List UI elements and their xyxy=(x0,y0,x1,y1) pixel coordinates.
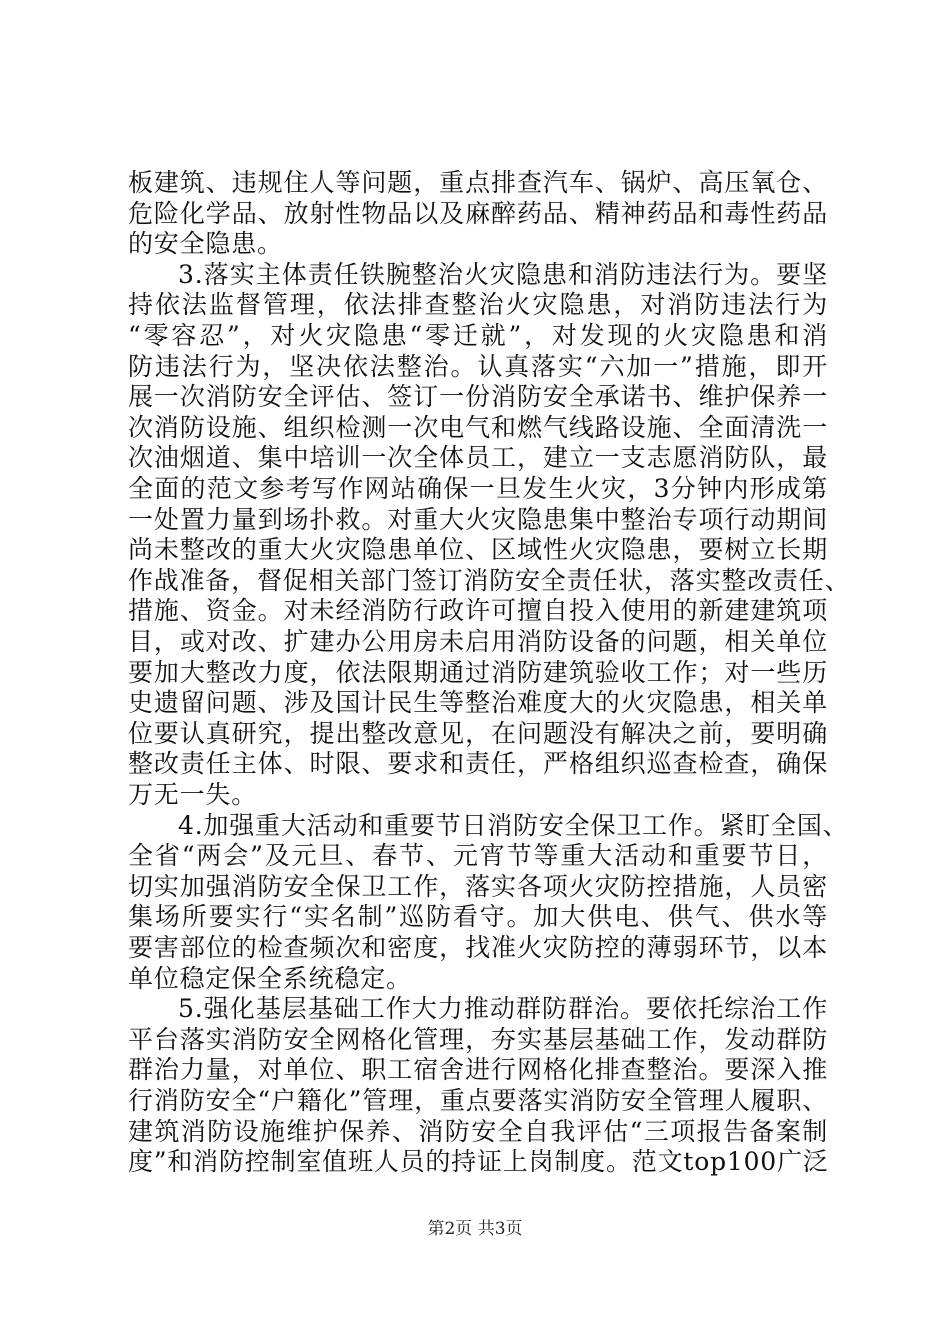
text-line: 板建筑、违规住人等问题，重点排查汽车、锅炉、高压氧仓、 xyxy=(128,168,828,197)
text-line: 一处置力量到场扑救。对重大火灾隐患集中整治专项行动期间 xyxy=(128,504,828,534)
text-line: 建筑消防设施维护保养、消防安全自我评估“三项报告备案制 xyxy=(128,1116,828,1146)
text-line: 整改责任主体、时限、要求和责任，严格组织巡查检查，确保 xyxy=(128,749,828,779)
text-line: 要加大整改力度，依法限期通过消防建筑验收工作；对一些历 xyxy=(128,657,828,687)
text-line: 措施、资金。对未经消防行政许可擅自投入使用的新建建筑项 xyxy=(128,596,828,626)
text-line: 作战准备，督促相关部门签订消防安全责任状，落实整改责任、 xyxy=(128,565,851,595)
text-line: 次消防设施、组织检测一次电气和燃气线路设施、全面清洗一 xyxy=(128,412,828,442)
text-line: 平台落实消防安全网格化管理，夯实基层基础工作，发动群防 xyxy=(128,1024,828,1054)
text-line: 史遗留问题、涉及国计民生等整治难度大的火灾隐患，相关单 xyxy=(128,688,828,718)
text-line: 集场所要实行“实名制”巡防看守。加大供电、供气、供水等 xyxy=(128,902,828,932)
text-line: 全面的范文参考写作网站确保一旦发生火灾，3分钟内形成第 xyxy=(128,474,828,503)
text-line: 尚未整改的重大火灾隐患单位、区域性火灾隐患，要树立长期 xyxy=(128,535,828,565)
text-line: 要害部位的检查频次和密度，找准火灾防控的薄弱环节，以本 xyxy=(128,933,828,962)
page-number-footer: 第2页 共3页 xyxy=(427,1219,523,1239)
text-line: 的安全隐患。 xyxy=(128,229,283,259)
text-line: 行消防安全“户籍化”管理，重点要落实消防安全管理人履职、 xyxy=(128,1086,828,1115)
text-line: 度”和消防控制室值班人员的持证上岗制度。范文top100广泛 xyxy=(128,1147,829,1177)
text-line: 全省“两会”及元旦、春节、元宵节等重大活动和重要节日， xyxy=(128,841,828,871)
text-line: 切实加强消防安全保卫工作，落实各项火灾防控措施，人员密 xyxy=(128,871,828,901)
text-line: “零容忍”，对火灾隐患“零迁就”，对发现的火灾隐患和消 xyxy=(128,321,828,350)
text-line: 防违法行为，坚决依法整治。认真落实“六加一”措施，即开 xyxy=(128,351,828,381)
text-line: 万无一失。 xyxy=(128,780,258,809)
text-line: 单位稳定保全系统稳定。 xyxy=(128,963,412,993)
text-line: 位要认真研究，提出整改意见，在问题没有解决之前，要明确 xyxy=(128,718,828,748)
text-line: 持依法监督管理，依法排查整治火灾隐患，对消防违法行为 xyxy=(128,290,828,320)
paragraph-heading-3: 3.落实主体责任铁腕整治火灾隐患和消防违法行为。要坚 xyxy=(178,259,828,289)
paragraph-heading-4: 4.加强重大活动和重要节日消防安全保卫工作。紧盯全国、 xyxy=(178,810,849,840)
text-line: 次油烟道、集中培训一次全体员工，建立一支志愿消防队，最 xyxy=(128,443,828,473)
text-line: 目，或对改、扩建办公用房未启用消防设备的问题，相关单位 xyxy=(128,627,828,656)
paragraph-heading-5: 5.强化基层基础工作大力推动群防群治。要依托综治工作 xyxy=(178,994,828,1024)
text-line: 群治力量，对单位、职工宿舍进行网格化排查整治。要深入推 xyxy=(128,1055,828,1085)
text-line: 展一次消防安全评估、签订一份消防安全承诺书、维护保养一 xyxy=(128,382,828,412)
text-line: 危险化学品、放射性物品以及麻醉药品、精神药品和毒性药品 xyxy=(128,198,828,228)
